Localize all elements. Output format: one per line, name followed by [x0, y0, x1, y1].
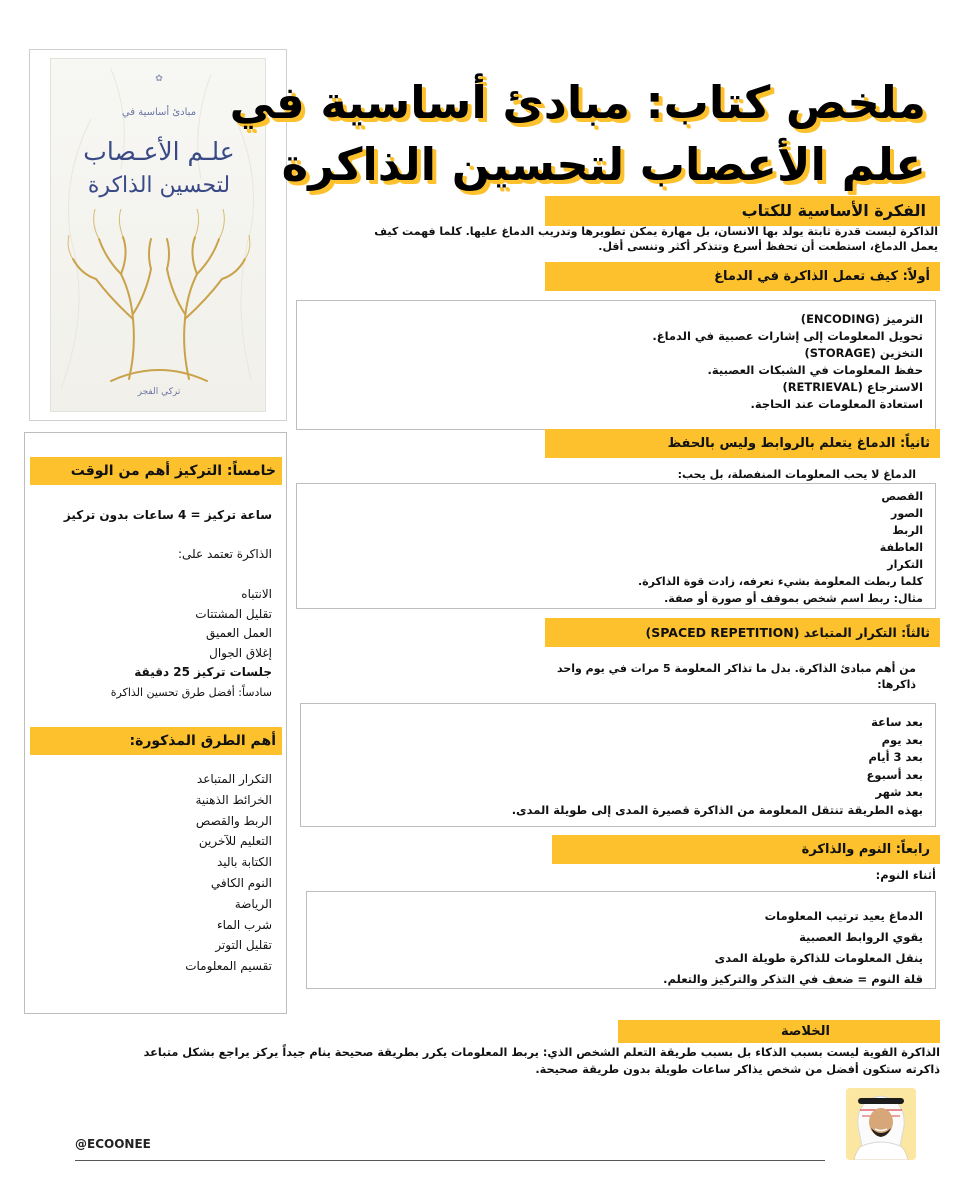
method-item: الخرائط الذهنية [195, 792, 272, 807]
s4-line: الدماغ يعيد ترتيب المعلومات [764, 909, 923, 923]
method-item: تقليل التوتر [215, 938, 272, 953]
page-title-line1: ملخص كتاب: مبادئ أساسية في [229, 76, 926, 129]
idea-line: يعمل الدماغ، استطعت أن تحفظ أسرع وتتذكر أكثر وتنسى أقل. [598, 240, 938, 253]
s1-line: الاسترجاع (RETRIEVAL) [782, 380, 923, 394]
s5-item: جلسات تركيز 25 دقيقة [134, 665, 272, 679]
method-item: تقسيم المعلومات [185, 959, 272, 974]
page-title [229, 72, 926, 196]
summary-heading: الخلاصة [618, 1020, 940, 1043]
cover-subtitle: مبادئ أساسية في [121, 107, 197, 118]
s2-box [296, 483, 936, 609]
method-item: الرياضة [234, 896, 272, 911]
s5-item: سادساً: أفضل طرق تحسين الذاكرة [110, 685, 272, 699]
s5-item: الانتباه [241, 587, 272, 601]
s1-heading: أولاً: كيف تعمل الذاكرة في الدماغ [545, 262, 940, 291]
s1-line: الترميز (ENCODING) [800, 312, 923, 326]
s2-line: التكرار [887, 558, 923, 571]
s1-line: حفظ المعلومات في الشبكات العصبية. [707, 363, 923, 377]
s1-line: تحويل المعلومات إلى إشارات عصبية في الدماغ. [652, 329, 923, 343]
page-title-line2: علم الأعصاب لتحسين الذاكرة [281, 138, 926, 191]
method-item: التعليم للآخرين [198, 834, 272, 849]
s4-box [306, 891, 936, 989]
method-item: شرب الماء [216, 917, 272, 932]
s4-heading: رابعاً: النوم والذاكرة [552, 835, 940, 864]
s3-line: بعد أسبوع [866, 767, 923, 782]
idea-text [290, 224, 938, 254]
s3-line: بعد شهر [875, 785, 923, 799]
cover-author: تركي الفجر [137, 387, 181, 397]
s5-item: إغلاق الجوال [209, 645, 272, 660]
methods-list [30, 769, 272, 977]
s3-line: بعد 3 أيام [868, 750, 923, 764]
svg-text:✿: ✿ [155, 74, 163, 84]
s1-box [296, 300, 936, 430]
s3-line: بعد ساعة [871, 715, 923, 729]
s2-line: مثال: ربط اسم شخص بموقف أو صورة أو صفة. [664, 592, 923, 605]
s5-focus-line: ساعة تركيز = 4 ساعات بدون تركيز [63, 508, 272, 522]
s4-line: ينقل المعلومات للذاكرة طويلة المدى [714, 951, 923, 965]
s5-list [30, 585, 272, 702]
method-item: النوم الكافي [210, 875, 272, 890]
s5-item: العمل العميق [206, 626, 272, 640]
s5-heading: خامساً: التركيز أهم من الوقت [30, 457, 282, 485]
s2-intro: الدماغ لا يحب المعلومات المنفصلة، بل يحب: [677, 468, 916, 481]
s3-intro-line: ذاكرها: [877, 678, 916, 691]
s4-line: قلة النوم = ضعف في التذكر والتركيز والتعلم. [663, 972, 923, 986]
s3-line: بهذه الطريقة تنتقل المعلومة من الذاكرة قصيرة المدى إلى طويلة المدى. [511, 802, 923, 817]
method-item: الكتابة باليد [216, 855, 272, 870]
person-icon [846, 1088, 916, 1160]
s2-line: العاطفة [879, 541, 923, 554]
s3-intro-line: من أهم مبادئ الذاكرة. بدل ما تذاكر المعلومة 5 مرات في يوم واحد [556, 662, 916, 675]
avatar [846, 1088, 916, 1160]
idea-heading: الفكرة الأساسية للكتاب [545, 196, 940, 226]
s2-line: الربط [892, 524, 923, 537]
s3-box [300, 703, 936, 827]
summary-text [18, 1044, 940, 1078]
s5-depends-line: الذاكرة تعتمد على: [177, 547, 272, 561]
idea-line: الذاكرة ليست قدرة ثابتة يولد بها الانسان، بل مهارة يمكن تطويرها وتدريب الدماغ عليها. كلما فهمت كيف [374, 225, 938, 238]
cover-title-line1: علـم الأعـصاب [83, 137, 235, 166]
s3-line: بعد يوم [881, 732, 923, 747]
s3-intro [296, 661, 916, 693]
summary-line: الذاكرة القوية ليست بسبب الذكاء بل بسبب طريقة التعلم الشخص الذي: يربط المعلومات يكرر بطريقة صحيحة ينام جيداً يركز يراجع بشكل متباعد [143, 1046, 940, 1059]
s2-heading: ثانياً: الدماغ يتعلم بالروابط وليس بالحفظ [545, 429, 940, 458]
summary-line: ذاكرته ستكون أفضل من شخص يذاكر ساعات طويلة بدون طريقة صحيحة. [535, 1063, 940, 1076]
method-item: الربط والقصص [195, 813, 272, 828]
footer-handle[interactable]: @ECOONEE [75, 1137, 151, 1151]
s4-intro: أثناء النوم: [875, 868, 936, 882]
s4-line: يقوي الروابط العصبية [799, 930, 923, 944]
s2-line: كلما ربطت المعلومة بشيء تعرفه، زادت قوة الذاكرة. [637, 575, 923, 588]
s1-line: استعادة المعلومات عند الحاجة. [750, 397, 923, 411]
methods-heading: أهم الطرق المذكورة: [30, 727, 282, 755]
s2-line: الصور [891, 507, 923, 520]
s5-item: تقليل المشتتات [195, 606, 272, 621]
footer-divider [75, 1160, 825, 1161]
s3-heading: ثالثاً: التكرار المتباعد (SPACED REPETITION) [545, 618, 940, 647]
cover-title-line2: لتحسين الذاكرة [87, 173, 231, 198]
s2-line: القصص [881, 490, 923, 503]
s1-line: التخزين (STORAGE) [804, 346, 923, 360]
method-item: التكرار المتباعد [196, 772, 272, 786]
